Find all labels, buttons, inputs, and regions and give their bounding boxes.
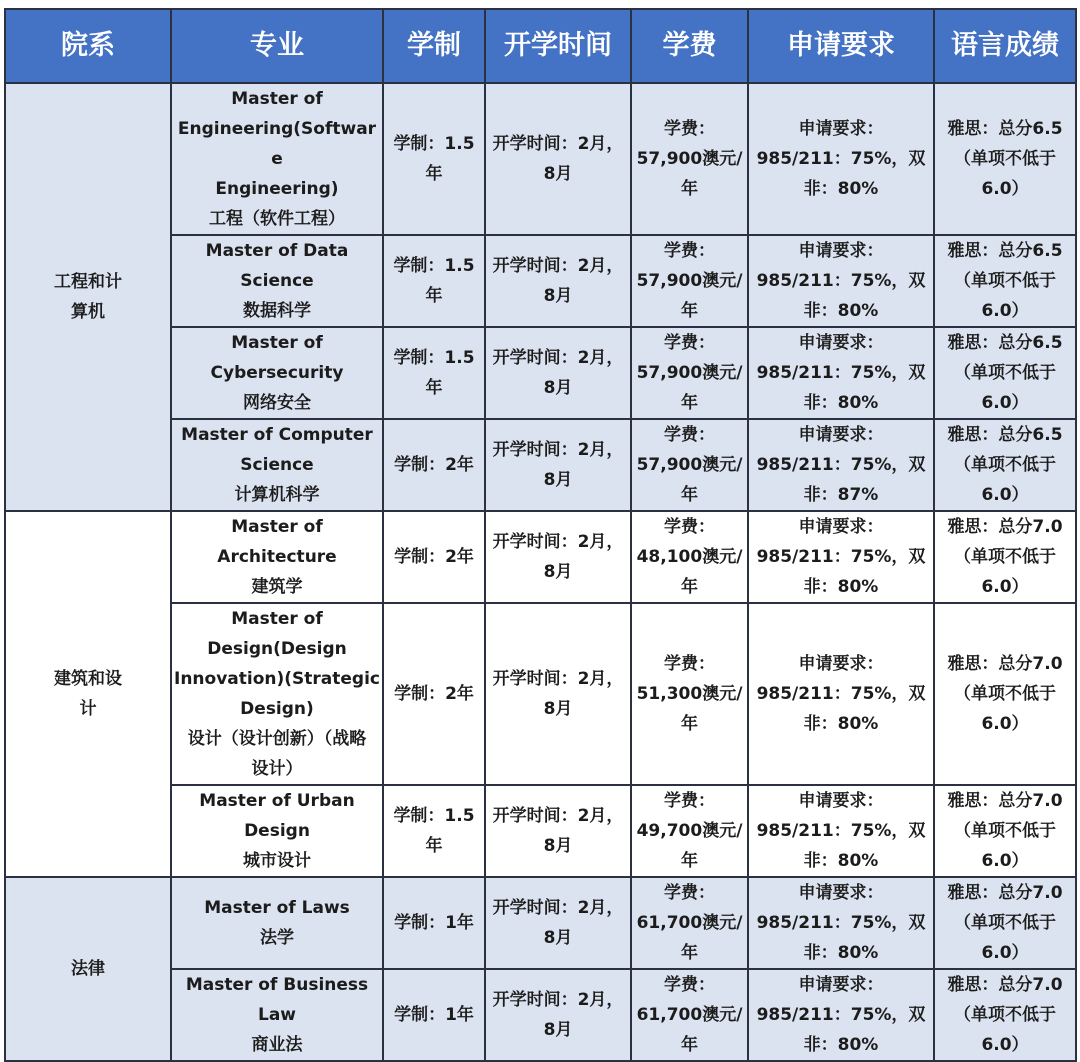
language-line: 雅思：总分6.5 [947, 425, 1063, 445]
tuition-cell [631, 511, 748, 603]
requirement-line: 非：80% [803, 301, 879, 321]
header-major: 专业 [171, 9, 383, 83]
language-line: 6.0） [981, 1035, 1029, 1055]
language-line: （单项不低于 [954, 363, 1056, 383]
major-line: Master of [231, 333, 323, 353]
duration-line: 学制：1.5 [393, 806, 475, 826]
language-line: （单项不低于 [954, 684, 1056, 704]
language-line: （单项不低于 [954, 547, 1056, 567]
requirements-cell [748, 327, 934, 419]
requirement-line: 非：80% [803, 943, 879, 963]
requirements-cell [748, 419, 934, 511]
intake-line: 8月 [543, 1020, 573, 1040]
major-line: 工程（软件工程） [209, 209, 345, 229]
tuition-cell [631, 603, 748, 785]
language-line: （单项不低于 [954, 455, 1056, 475]
major-cell [171, 785, 383, 877]
language-line: 雅思：总分6.5 [947, 241, 1063, 261]
requirement-line: 985/211：75%，双 [756, 684, 926, 704]
duration-cell [383, 603, 485, 785]
requirement-line: 申请要求： [798, 975, 884, 995]
language-line: 6.0） [981, 485, 1029, 505]
requirement-line: 非：80% [803, 714, 879, 734]
department-cell [5, 511, 171, 877]
requirement-line: 申请要求： [798, 654, 884, 674]
header-duration: 学制 [383, 9, 485, 83]
tuition-cell [631, 785, 748, 877]
tuition-line: 年 [681, 851, 698, 871]
tuition-line: 学费： [664, 119, 715, 139]
intake-line: 8月 [543, 470, 573, 490]
intake-cell [485, 511, 631, 603]
major-line: Design(Design [207, 639, 347, 659]
program-table [4, 8, 1077, 1062]
duration-line: 学制：1年 [394, 1005, 474, 1025]
language-cell [934, 327, 1076, 419]
intake-cell [485, 83, 631, 235]
table-row [5, 83, 1076, 235]
language-line: 6.0） [981, 301, 1029, 321]
tuition-line: 61,700澳元/ [636, 1005, 743, 1025]
language-line: 6.0） [981, 179, 1029, 199]
major-line: Master of [231, 609, 323, 629]
tuition-cell [631, 969, 748, 1061]
duration-cell [383, 419, 485, 511]
tuition-cell [631, 877, 748, 969]
tuition-line: 51,300澳元/ [636, 684, 743, 704]
tuition-line: 学费： [664, 241, 715, 261]
major-line: 城市设计 [243, 851, 311, 871]
language-line: 雅思：总分7.0 [947, 975, 1063, 995]
language-cell [934, 235, 1076, 327]
major-line: 建筑学 [251, 577, 303, 597]
major-cell [171, 969, 383, 1061]
tuition-cell [631, 327, 748, 419]
language-line: 雅思：总分7.0 [947, 791, 1063, 811]
major-line: Master of Data Science [205, 241, 349, 291]
tuition-line: 学费： [664, 975, 715, 995]
requirement-line: 985/211：75%，双 [756, 149, 926, 169]
duration-cell [383, 327, 485, 419]
requirement-line: 申请要求： [798, 791, 884, 811]
department-name-line: 工程和计 [54, 272, 122, 292]
requirement-line: 非：80% [803, 179, 879, 199]
intake-line: 开学时间：2月， [492, 440, 624, 460]
tuition-line: 57,900澳元/ [636, 149, 743, 169]
intake-cell [485, 603, 631, 785]
tuition-line: 49,700澳元/ [636, 821, 743, 841]
requirement-line: 申请要求： [798, 883, 884, 903]
duration-line: 学制：1.5 [393, 256, 475, 276]
language-cell [934, 419, 1076, 511]
table-body [5, 83, 1076, 1061]
requirements-cell [748, 969, 934, 1061]
major-cell [171, 511, 383, 603]
tuition-cell [631, 83, 748, 235]
requirement-line: 非：80% [803, 851, 879, 871]
tuition-line: 学费： [664, 333, 715, 353]
duration-cell [383, 785, 485, 877]
language-line: 雅思：总分7.0 [947, 883, 1063, 903]
intake-line: 8月 [543, 164, 573, 184]
requirement-line: 申请要求： [798, 119, 884, 139]
major-cell [171, 603, 383, 785]
major-line: 数据科学 [243, 301, 311, 321]
requirement-line: 985/211：75%，双 [756, 821, 926, 841]
tuition-line: 年 [681, 485, 698, 505]
language-line: 6.0） [981, 851, 1029, 871]
major-cell [171, 877, 383, 969]
tuition-line: 57,900澳元/ [636, 363, 743, 383]
duration-cell [383, 235, 485, 327]
intake-line: 8月 [543, 378, 573, 398]
header-row [5, 9, 1076, 83]
intake-line: 8月 [543, 928, 573, 948]
requirement-line: 985/211：75%，双 [756, 1005, 926, 1025]
intake-cell [485, 785, 631, 877]
major-cell [171, 419, 383, 511]
major-line: 法学 [260, 928, 294, 948]
requirement-line: 非：80% [803, 577, 879, 597]
tuition-line: 年 [681, 1035, 698, 1055]
header-intake: 开学时间 [485, 9, 631, 83]
duration-line: 学制：1年 [394, 913, 474, 933]
requirement-line: 985/211：75%，双 [756, 547, 926, 567]
duration-line: 年 [425, 286, 443, 306]
major-line: Engineering(Software [177, 119, 377, 169]
intake-cell [485, 969, 631, 1061]
requirement-line: 985/211：75%，双 [756, 455, 926, 475]
tuition-line: 48,100澳元/ [636, 547, 743, 567]
major-line: Design) [240, 699, 314, 719]
tuition-cell [631, 419, 748, 511]
intake-line: 开学时间：2月， [492, 532, 624, 552]
language-line: 6.0） [981, 943, 1029, 963]
major-line: 计算机科学 [234, 485, 320, 505]
requirement-line: 申请要求： [798, 517, 884, 537]
major-line: 网络安全 [243, 393, 311, 413]
department-name-line: 法律 [71, 959, 105, 979]
requirements-cell [748, 877, 934, 969]
tuition-line: 57,900澳元/ [636, 271, 743, 291]
requirement-line: 非：80% [803, 1035, 879, 1055]
duration-cell [383, 877, 485, 969]
intake-line: 开学时间：2月， [492, 898, 624, 918]
intake-line: 开学时间：2月， [492, 669, 624, 689]
requirements-cell [748, 603, 934, 785]
header-language: 语言成绩 [934, 9, 1076, 83]
header-tuition: 学费 [631, 9, 748, 83]
language-line: （单项不低于 [954, 271, 1056, 291]
tuition-cell [631, 235, 748, 327]
requirement-line: 非：80% [803, 393, 879, 413]
duration-cell [383, 969, 485, 1061]
header-requirements: 申请要求 [748, 9, 934, 83]
major-line: Master of [231, 89, 323, 109]
department-name-line: 建筑和设 [54, 669, 122, 689]
language-line: 雅思：总分6.5 [947, 119, 1063, 139]
language-cell [934, 785, 1076, 877]
major-line: Engineering) [215, 179, 339, 199]
tuition-line: 年 [681, 179, 698, 199]
department-cell [5, 877, 171, 1061]
major-cell [171, 83, 383, 235]
language-line: （单项不低于 [954, 913, 1056, 933]
department-cell [5, 83, 171, 511]
language-cell [934, 969, 1076, 1061]
major-line: Science [240, 455, 314, 475]
tuition-line: 年 [681, 943, 698, 963]
intake-line: 开学时间：2月， [492, 990, 624, 1010]
major-line: 设计） [251, 759, 303, 779]
department-name-line: 计 [79, 699, 97, 719]
language-line: 6.0） [981, 577, 1029, 597]
tuition-line: 年 [681, 301, 698, 321]
language-line: 雅思：总分7.0 [947, 517, 1063, 537]
major-line: Law [257, 1005, 296, 1025]
tuition-line: 学费： [664, 517, 715, 537]
duration-cell [383, 511, 485, 603]
major-line: Master of Laws [204, 898, 350, 918]
language-line: 雅思：总分6.5 [947, 333, 1063, 353]
duration-cell [383, 83, 485, 235]
intake-line: 8月 [543, 562, 573, 582]
table-row [5, 511, 1076, 603]
duration-line: 年 [425, 164, 443, 184]
major-line: 商业法 [251, 1035, 303, 1055]
duration-line: 学制：1.5 [393, 348, 475, 368]
tuition-line: 学费： [664, 791, 715, 811]
duration-line: 学制：1.5 [393, 134, 475, 154]
language-line: （单项不低于 [954, 149, 1056, 169]
requirement-line: 985/211：75%，双 [756, 363, 926, 383]
intake-cell [485, 877, 631, 969]
language-line: 雅思：总分7.0 [947, 654, 1063, 674]
duration-line: 学制：2年 [394, 455, 474, 475]
intake-cell [485, 327, 631, 419]
requirement-line: 985/211：75%，双 [756, 271, 926, 291]
major-line: 设计（设计创新）（战略 [187, 729, 367, 749]
major-cell [171, 327, 383, 419]
major-line: Master of Architecture [217, 517, 337, 567]
intake-line: 开学时间：2月， [492, 348, 624, 368]
major-line: Cybersecurity [210, 363, 344, 383]
language-cell [934, 83, 1076, 235]
language-cell [934, 877, 1076, 969]
major-line: Master of Urban [199, 791, 355, 811]
tuition-line: 学费： [664, 883, 715, 903]
duration-line: 年 [425, 378, 443, 398]
requirements-cell [748, 785, 934, 877]
major-line: Design [244, 821, 310, 841]
requirements-cell [748, 83, 934, 235]
intake-line: 8月 [543, 286, 573, 306]
language-cell [934, 511, 1076, 603]
language-line: （单项不低于 [954, 1005, 1056, 1025]
tuition-line: 年 [681, 577, 698, 597]
duration-line: 年 [425, 836, 443, 856]
language-line: 6.0） [981, 393, 1029, 413]
header-department: 院系 [5, 9, 171, 83]
intake-cell [485, 235, 631, 327]
duration-line: 学制：2年 [394, 547, 474, 567]
language-line: 6.0） [981, 714, 1029, 734]
major-cell [171, 235, 383, 327]
major-line: Master of Computer [181, 425, 373, 445]
intake-cell [485, 419, 631, 511]
tuition-line: 57,900澳元/ [636, 455, 743, 475]
tuition-line: 61,700澳元/ [636, 913, 743, 933]
tuition-line: 年 [681, 393, 698, 413]
table-row [5, 877, 1076, 969]
requirements-cell [748, 511, 934, 603]
tuition-line: 学费： [664, 654, 715, 674]
department-name-line: 算机 [71, 302, 105, 322]
intake-line: 开学时间：2月， [492, 806, 624, 826]
major-line: Master of Business [185, 975, 369, 995]
intake-line: 8月 [543, 699, 573, 719]
requirement-line: 申请要求： [798, 333, 884, 353]
duration-line: 学制：2年 [394, 684, 474, 704]
major-line: Innovation)(Strategic [174, 669, 380, 689]
intake-line: 开学时间：2月， [492, 134, 624, 154]
intake-line: 开学时间：2月， [492, 256, 624, 276]
intake-line: 8月 [543, 836, 573, 856]
tuition-line: 学费： [664, 425, 715, 445]
language-line: （单项不低于 [954, 821, 1056, 841]
tuition-line: 年 [681, 714, 698, 734]
requirements-cell [748, 235, 934, 327]
requirement-line: 申请要求： [798, 425, 884, 445]
requirement-line: 非：87% [803, 485, 879, 505]
requirement-line: 申请要求： [798, 241, 884, 261]
language-cell [934, 603, 1076, 785]
requirement-line: 985/211：75%，双 [756, 913, 926, 933]
